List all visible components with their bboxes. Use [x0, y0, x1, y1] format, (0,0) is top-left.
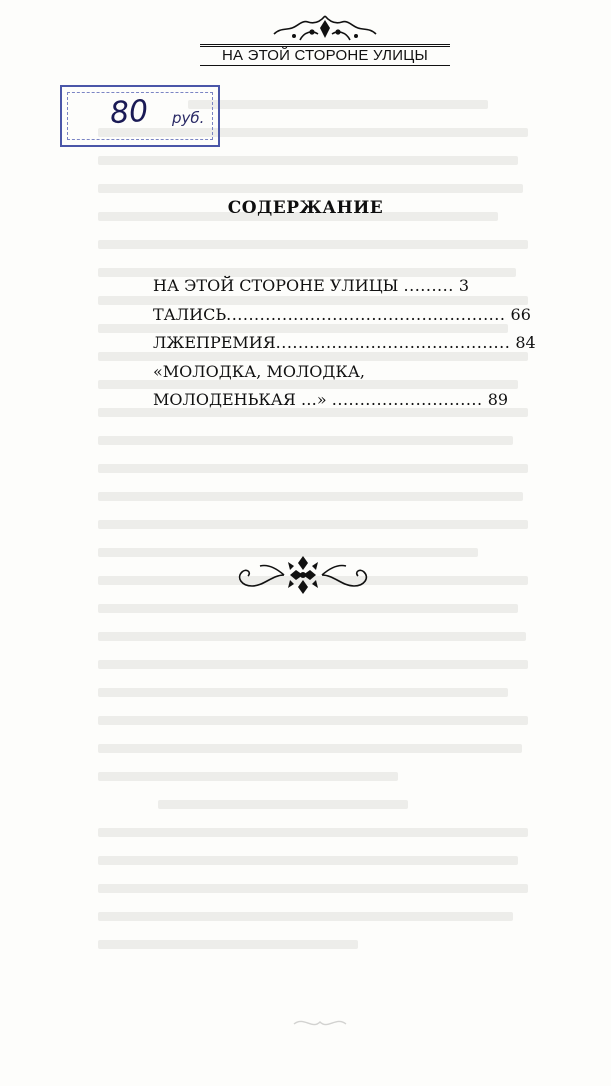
header-rule-top	[200, 44, 450, 45]
header-rule-bottom	[200, 65, 450, 66]
table-of-contents	[153, 272, 536, 415]
bleed-through-text	[98, 100, 531, 970]
price-stamp	[60, 85, 220, 147]
toc-entry-title: ЛЖЕПРЕМИЯ	[153, 333, 276, 352]
toc-entry-page: 89	[482, 390, 509, 409]
contents-heading: СОДЕРЖАНИЕ	[227, 198, 384, 218]
toc-entry	[153, 329, 536, 358]
running-header	[200, 12, 450, 72]
toc-entry	[153, 386, 509, 415]
toc-entry-page: 3	[453, 276, 470, 295]
toc-entry-leader: ..................................................	[226, 304, 506, 324]
stamp-unit: руб.	[172, 109, 205, 127]
toc-entry-leader: ..........................................	[275, 333, 511, 352]
toc-entry	[153, 272, 498, 301]
toc-entry-page: 66	[505, 304, 531, 324]
faint-ornament-icon	[290, 1010, 350, 1034]
toc-entry-leader: ...........................	[331, 390, 483, 409]
running-title: НА ЭТОЙ СТОРОНЕ УЛИЦЫ	[222, 47, 428, 64]
stamp-price: 80	[108, 93, 150, 132]
toc-entry-title: «МОЛОДКА, МОЛОДКА,	[153, 361, 365, 381]
toc-entry-leader: .........	[403, 276, 454, 295]
floral-scroll-ornament-icon	[270, 12, 380, 42]
toc-entry	[153, 301, 531, 330]
toc-entry-title: ТАЛИСЬ	[153, 304, 227, 324]
toc-entry-title: НА ЭТОЙ СТОРОНЕ УЛИЦЫ	[153, 276, 404, 295]
floral-divider-ornament-icon	[228, 550, 378, 600]
toc-entry	[153, 358, 498, 387]
toc-entry-page: 84	[510, 333, 536, 352]
toc-entry-title: МОЛОДЕНЬКАЯ …»	[153, 390, 332, 409]
